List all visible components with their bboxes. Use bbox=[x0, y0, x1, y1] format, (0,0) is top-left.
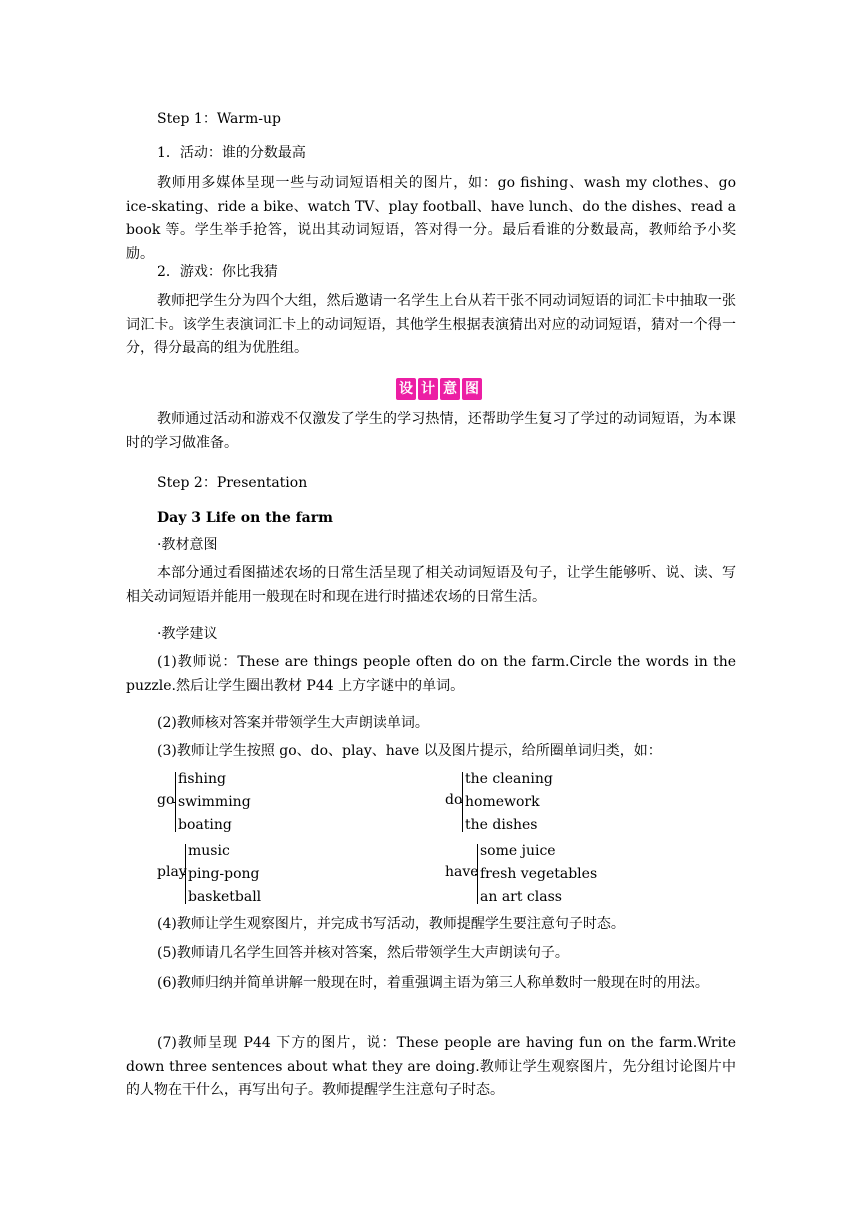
group-item: some juice bbox=[480, 843, 556, 859]
activity2-title: 2．游戏：你比我猜 bbox=[157, 264, 278, 280]
group-label: have bbox=[445, 864, 479, 880]
intent-heading: ·教材意图 bbox=[157, 537, 218, 553]
group-item: an art class bbox=[480, 889, 562, 905]
group-item: fishing bbox=[178, 771, 226, 787]
lesson-title: Day 3 Life on the farm bbox=[157, 510, 333, 526]
activity2-text: 教师把学生分为四个大组，然后邀请一名学生上台从若干张不同动词短语的词汇卡中抽取一张词汇卡。该学生表演词汇卡上的动词短语，其他学生根据表演猜出对应的动词短语，猜对一个得一分，得分最高的组为优胜组。 bbox=[126, 293, 736, 356]
group-item: the dishes bbox=[465, 817, 538, 833]
design-intent-text: 教师通过活动和游戏不仅激发了学生的学习热情，还帮助学生复习了学过的动词短语，为本课时的学习做准备。 bbox=[126, 411, 736, 451]
step2-heading: Step 2：Presentation bbox=[157, 475, 308, 491]
advice-step-7: (7)教师呈现 P44 下方的图片，说：These people are having fun on the farm.Write down three sentences about what they are doing.教师让学生观察图片，先分组讨论图片中的人物在干什么，再写出句子。教师提醒学生注意句子时态。 bbox=[126, 1035, 736, 1098]
group-label: play bbox=[157, 864, 187, 880]
group-item: swimming bbox=[178, 794, 251, 810]
group-item: the cleaning bbox=[465, 771, 553, 787]
group-label: do bbox=[445, 792, 463, 808]
badge-char: 计 bbox=[418, 378, 438, 400]
advice-step-2: (2)教师核对答案并带领学生大声朗读单词。 bbox=[157, 715, 429, 731]
design-intent-badge bbox=[396, 378, 482, 400]
group-item: fresh vegetables bbox=[480, 866, 598, 882]
advice-heading: ·教学建议 bbox=[157, 626, 218, 642]
group-item: homework bbox=[465, 794, 540, 810]
group-item: boating bbox=[178, 817, 232, 833]
group-item: ping-pong bbox=[188, 866, 260, 882]
group-item: music bbox=[188, 843, 230, 859]
intent-text: 本部分通过看图描述农场的日常生活呈现了相关动词短语及句子，让学生能够听、说、读、写相关动词短语并能用一般现在时和现在进行时描述农场的日常生活。 bbox=[126, 565, 736, 605]
advice-step-6: (6)教师归纳并简单讲解一般现在时，着重强调主语为第三人称单数时一般现在时的用法。 bbox=[157, 975, 709, 991]
activity1-title: 1．活动：谁的分数最高 bbox=[157, 145, 306, 161]
badge-char: 设 bbox=[396, 378, 416, 400]
advice-step-1: (1)教师说：These are things people often do on the farm.Circle the words in the puzzle.然后让学生圈出教材 P44 上方字谜中的单词。 bbox=[126, 654, 736, 694]
group-label: go bbox=[157, 792, 175, 808]
activity1-text: 教师用多媒体呈现一些与动词短语相关的图片，如：go fishing、wash my clothes、go ice-skating、ride a bike、watch TV、play football、have lunch、do the dishes、read a book 等。学生举手抢答，说出其动词短语，答对得一分。最后看谁的分数最高，教师给予小奖励。 bbox=[126, 175, 736, 262]
step1-heading: Step 1：Warm-up bbox=[157, 111, 282, 127]
advice-step-3: (3)教师让学生按照 go、do、play、have 以及图片提示，给所圈单词归类，如： bbox=[157, 743, 662, 759]
advice-step-5: (5)教师请几名学生回答并核对答案，然后带领学生大声朗读句子。 bbox=[157, 945, 569, 961]
advice-step-4: (4)教师让学生观察图片，并完成书写活动，教师提醒学生要注意句子时态。 bbox=[157, 916, 625, 932]
badge-char: 图 bbox=[462, 378, 482, 400]
group-item: basketball bbox=[188, 889, 262, 905]
badge-char: 意 bbox=[440, 378, 460, 400]
